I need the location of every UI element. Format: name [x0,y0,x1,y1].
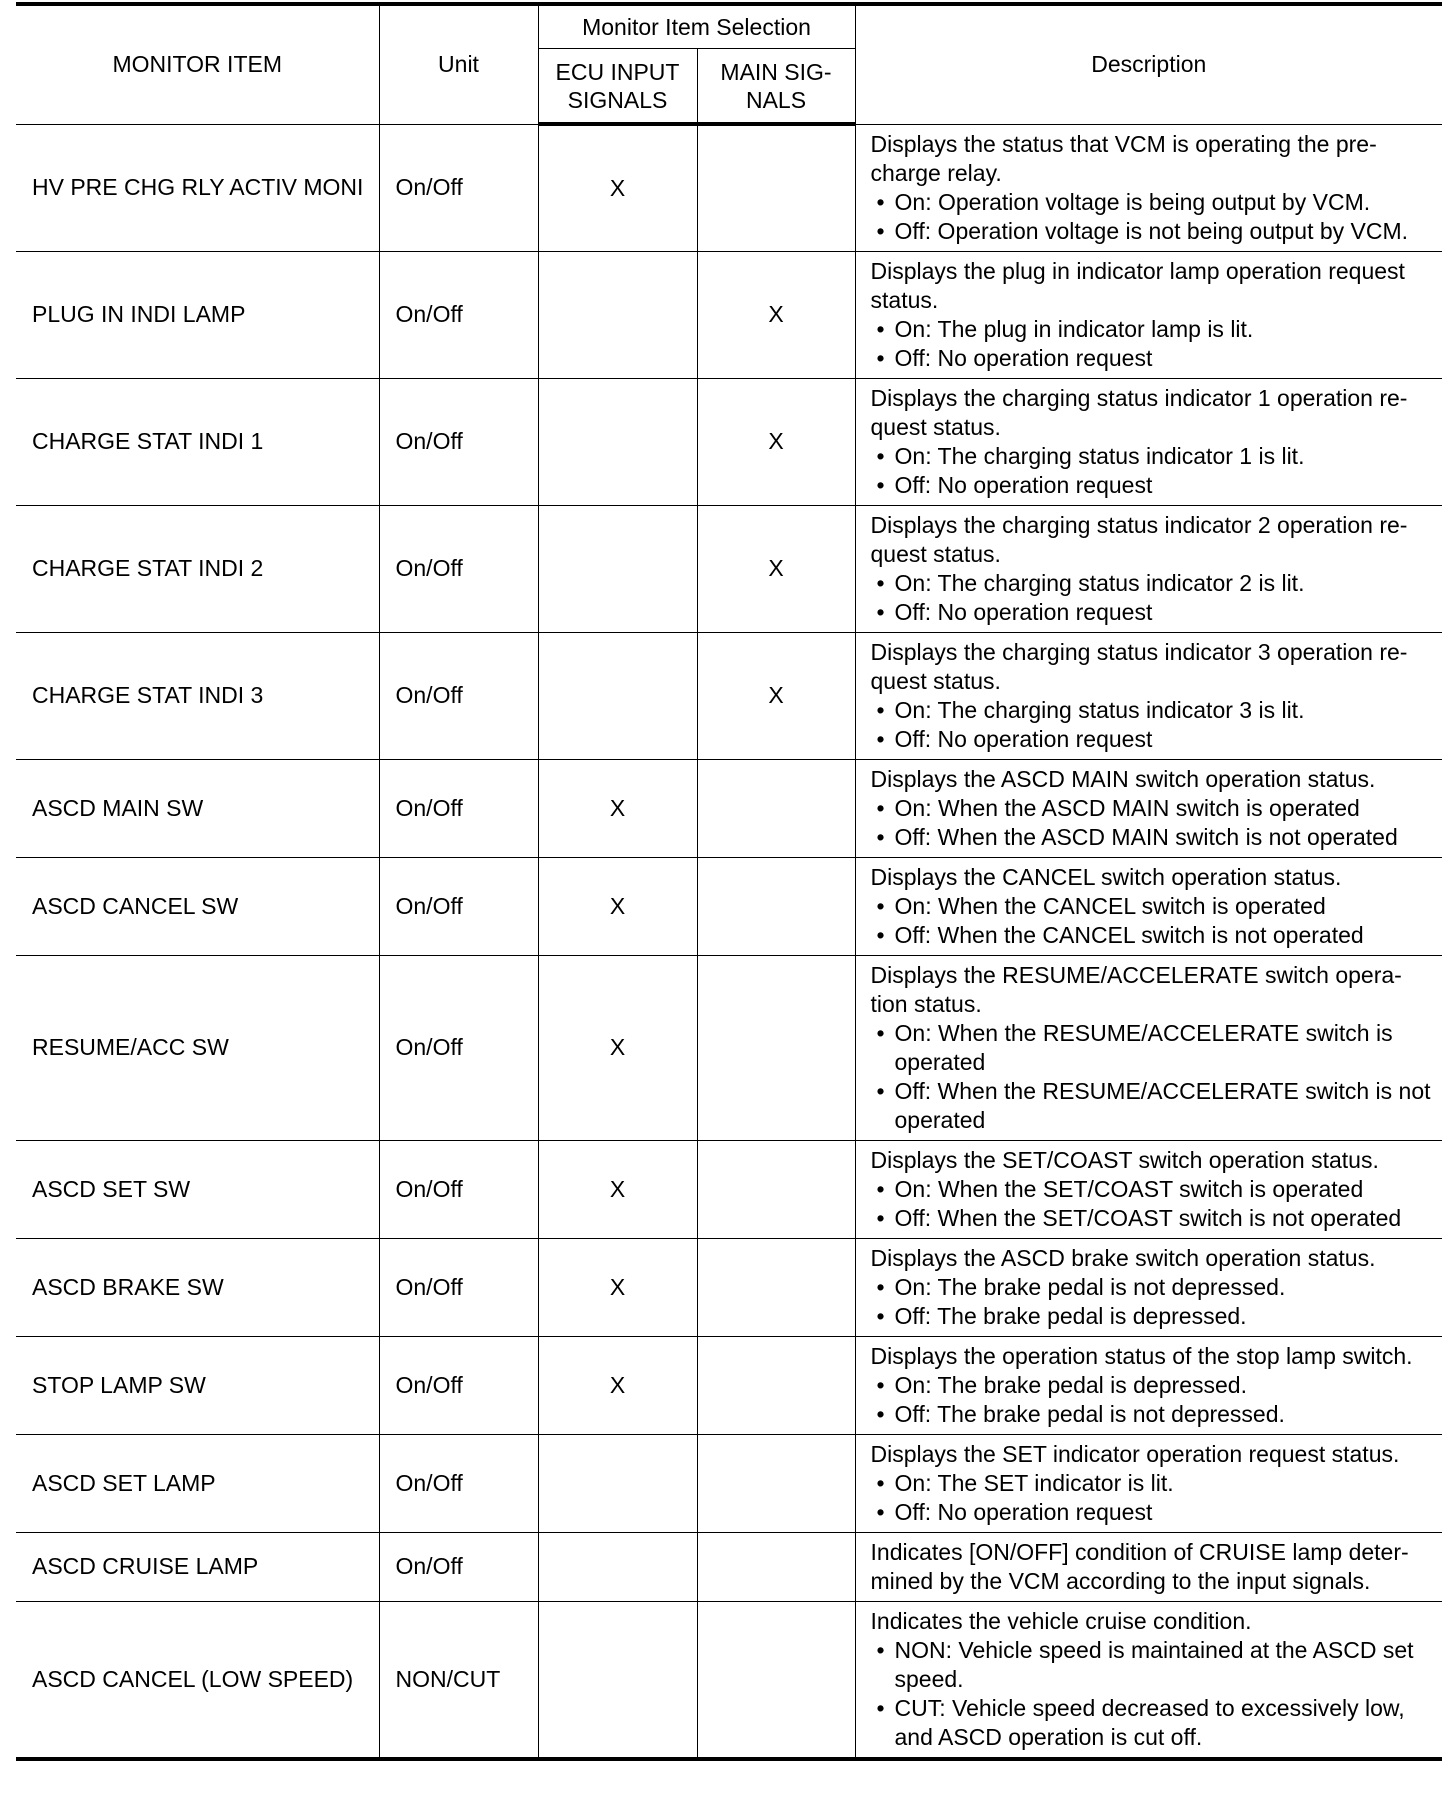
description-bullet: • NON: Vehicle speed is maintained at the ASCD set speed. [871,1636,1437,1694]
description-text: Displays the CANCEL switch operation status. [870,863,1342,890]
description-cell [855,632,1442,759]
header-unit: Unit [379,4,538,124]
description-bullet: • On: When the RESUME/ACCELERATE switch is operated [871,1019,1437,1077]
monitor-item-cell: STOP LAMP SW [16,1336,379,1434]
description-text: Displays the ASCD brake switch operation status. [870,1244,1376,1271]
description-bullet-list [871,442,1437,500]
header-main-signals: MAIN SIG- NALS [697,49,855,125]
main-signals-mark [697,1601,855,1759]
description-bullet-list [871,569,1437,627]
ecu-input-signals-mark: X [538,955,697,1140]
description-bullet-list [871,1636,1437,1752]
unit-cell: On/Off [379,1434,538,1532]
main-signals-mark [697,955,855,1140]
description-bullet: • On: The SET indicator is lit. [871,1469,1437,1498]
main-signals-mark [697,1532,855,1601]
main-signals-mark: X [697,378,855,505]
description-cell [855,857,1442,955]
description-bullet: • Off: When the RESUME/ACCELERATE switch is not operated [871,1077,1437,1135]
description-bullet-list [871,1371,1437,1429]
table-row [16,1238,1442,1336]
description-bullet-list [871,1469,1437,1527]
table-row [16,759,1442,857]
monitor-item-cell: ASCD MAIN SW [16,759,379,857]
description-bullet-list [871,892,1437,950]
ecu-input-signals-mark [538,1434,697,1532]
header-description: Description [855,4,1442,124]
description-bullet: • Off: No operation request [871,598,1437,627]
ecu-input-signals-mark [538,1601,697,1759]
description-bullet: • Off: Operation voltage is not being output by VCM. [871,217,1437,246]
description-bullet: • Off: The brake pedal is not depressed. [871,1400,1437,1429]
description-bullet: • Off: No operation request [871,725,1437,754]
unit-cell: NON/CUT [379,1601,538,1759]
monitor-item-cell: ASCD CANCEL SW [16,857,379,955]
ecu-input-signals-mark: X [538,759,697,857]
description-text: Displays the charging status indicator 2 operation re-quest status. [870,511,1408,567]
description-bullet-list [871,794,1437,852]
description-bullet: • On: Operation voltage is being output by VCM. [871,188,1437,217]
monitor-item-table [16,2,1442,1761]
monitor-item-cell: ASCD CRUISE LAMP [16,1532,379,1601]
monitor-item-cell: RESUME/ACC SW [16,955,379,1140]
monitor-item-cell: HV PRE CHG RLY ACTIV MONI [16,124,379,251]
unit-cell: On/Off [379,1238,538,1336]
description-bullet-list [871,188,1437,246]
main-signals-mark [697,124,855,251]
description-cell [855,1140,1442,1238]
table-row [16,955,1442,1140]
ecu-input-signals-mark: X [538,1140,697,1238]
header-monitor-item-selection: Monitor Item Selection [538,4,855,49]
main-signals-mark [697,857,855,955]
description-text: Displays the charging status indicator 1 operation re-quest status. [870,384,1408,440]
description-cell [855,505,1442,632]
main-signals-mark [697,759,855,857]
description-bullet: • Off: When the SET/COAST switch is not operated [871,1204,1437,1233]
unit-cell: On/Off [379,124,538,251]
main-signals-mark [697,1434,855,1532]
table-row [16,857,1442,955]
description-bullet: • Off: When the CANCEL switch is not operated [871,921,1437,950]
description-cell [855,759,1442,857]
main-signals-mark [697,1336,855,1434]
description-text: Displays the charging status indicator 3 operation re-quest status. [870,638,1408,694]
description-text: Displays the SET/COAST switch operation status. [870,1146,1379,1173]
main-signals-mark: X [697,632,855,759]
description-bullet: • On: When the SET/COAST switch is operated [871,1175,1437,1204]
monitor-item-cell: CHARGE STAT INDI 3 [16,632,379,759]
description-bullet: • Off: When the ASCD MAIN switch is not operated [871,823,1437,852]
monitor-item-cell: ASCD CANCEL (LOW SPEED) [16,1601,379,1759]
description-cell [855,1238,1442,1336]
ecu-input-signals-mark: X [538,1238,697,1336]
unit-cell: On/Off [379,505,538,632]
unit-cell: On/Off [379,759,538,857]
header-ecu-input-signals: ECU INPUT SIGNALS [538,49,697,125]
description-text: Displays the SET indicator operation request status. [870,1440,1400,1467]
monitor-item-cell: ASCD BRAKE SW [16,1238,379,1336]
table-row [16,1434,1442,1532]
description-bullet: • Off: No operation request [871,344,1437,373]
monitor-item-cell: PLUG IN INDI LAMP [16,251,379,378]
description-bullet: • On: The charging status indicator 3 is lit. [871,696,1437,725]
description-text: Indicates [ON/OFF] condition of CRUISE lamp deter-mined by the VCM according to the input signals. [870,1538,1409,1594]
description-bullet: • Off: No operation request [871,1498,1437,1527]
description-cell [855,378,1442,505]
table-row [16,505,1442,632]
description-text: Displays the RESUME/ACCELERATE switch opera-tion status. [870,961,1402,1017]
header-monitor-item: MONITOR ITEM [16,4,379,124]
description-bullet: • On: The brake pedal is depressed. [871,1371,1437,1400]
unit-cell: On/Off [379,378,538,505]
description-cell [855,1434,1442,1532]
description-cell [855,1601,1442,1759]
unit-cell: On/Off [379,1140,538,1238]
document-page [16,2,1442,1761]
description-bullet-list [871,696,1437,754]
main-signals-mark: X [697,251,855,378]
unit-cell: On/Off [379,1336,538,1434]
unit-cell: On/Off [379,955,538,1140]
ecu-input-signals-mark [538,505,697,632]
table-body [16,124,1442,1759]
ecu-input-signals-mark: X [538,124,697,251]
description-bullet: • On: The charging status indicator 2 is lit. [871,569,1437,598]
main-signals-mark [697,1238,855,1336]
table-row [16,1601,1442,1759]
description-bullet: • CUT: Vehicle speed decreased to excessively low, and ASCD operation is cut off. [871,1694,1437,1752]
unit-cell: On/Off [379,251,538,378]
main-signals-mark [697,1140,855,1238]
description-bullet-list [871,315,1437,373]
description-bullet: • On: The brake pedal is not depressed. [871,1273,1437,1302]
table-row [16,378,1442,505]
ecu-input-signals-mark [538,378,697,505]
table-row [16,1140,1442,1238]
monitor-item-cell: ASCD SET LAMP [16,1434,379,1532]
table-row [16,632,1442,759]
ecu-input-signals-mark [538,1532,697,1601]
ecu-input-signals-mark [538,632,697,759]
unit-cell: On/Off [379,632,538,759]
monitor-item-cell: CHARGE STAT INDI 2 [16,505,379,632]
description-text: Indicates the vehicle cruise condition. [870,1607,1252,1634]
description-bullet-list [871,1175,1437,1233]
description-bullet-list [871,1273,1437,1331]
monitor-item-cell: CHARGE STAT INDI 1 [16,378,379,505]
description-cell [855,124,1442,251]
description-text: Displays the ASCD MAIN switch operation status. [870,765,1376,792]
unit-cell: On/Off [379,857,538,955]
ecu-input-signals-mark: X [538,1336,697,1434]
description-cell [855,1532,1442,1601]
description-bullet: • Off: The brake pedal is depressed. [871,1302,1437,1331]
description-bullet: • On: When the CANCEL switch is operated [871,892,1437,921]
ecu-input-signals-mark: X [538,857,697,955]
description-bullet: • On: The charging status indicator 1 is lit. [871,442,1437,471]
description-text: Displays the status that VCM is operating the pre-charge relay. [870,130,1377,186]
unit-cell: On/Off [379,1532,538,1601]
description-bullet-list [871,1019,1437,1135]
table-row [16,124,1442,251]
description-cell [855,1336,1442,1434]
table-row [16,1532,1442,1601]
description-bullet: • On: When the ASCD MAIN switch is operated [871,794,1437,823]
description-text: Displays the operation status of the stop lamp switch. [870,1342,1413,1369]
table-row [16,251,1442,378]
description-bullet: • Off: No operation request [871,471,1437,500]
description-cell [855,955,1442,1140]
description-bullet: • On: The plug in indicator lamp is lit. [871,315,1437,344]
table-row [16,1336,1442,1434]
table-header [16,4,1442,124]
description-cell [855,251,1442,378]
monitor-item-cell: ASCD SET SW [16,1140,379,1238]
description-text: Displays the plug in indicator lamp operation request status. [870,257,1405,313]
ecu-input-signals-mark [538,251,697,378]
main-signals-mark: X [697,505,855,632]
